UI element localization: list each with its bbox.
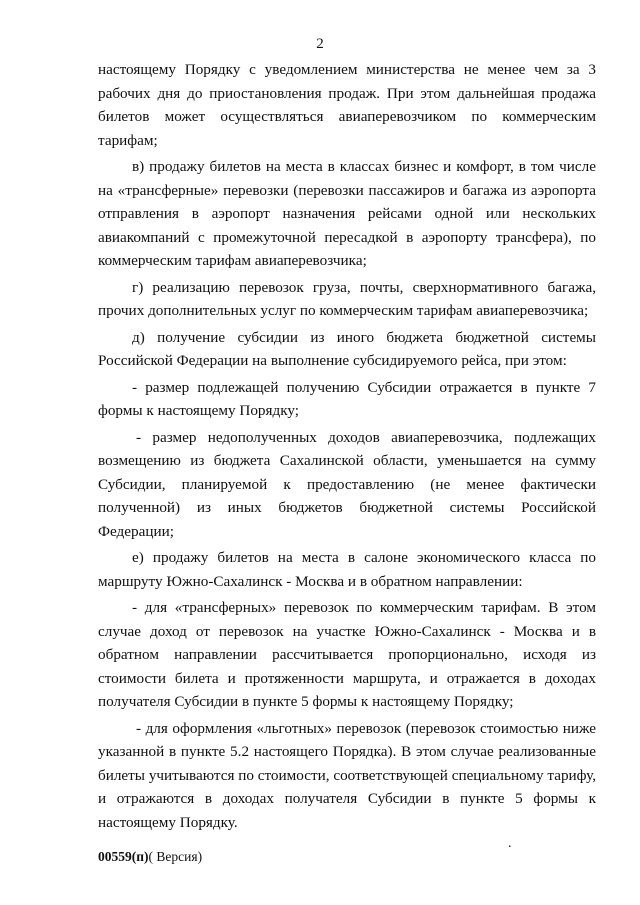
stray-mark: . bbox=[508, 836, 512, 851]
paragraph-item-g: г) реализацию перевозок груза, почты, сверхнормативного багажа, прочих дополнительных услуг по коммерческим тарифам авиаперевозчика; bbox=[98, 278, 596, 319]
paragraph-item-d: д) получение субсидии из иного бюджета бюджетной системы Российской Федерации на выполнение субсидируемого рейса, при этом: bbox=[98, 328, 596, 369]
paragraph-subitem-preferential: - для оформления «льготных» перевозок (перевозок стоимостью ниже указанной в пункте 5.2 настоящего Порядка). В этом случае реализованные билеты учитываются по стоимости, соответствующей специальному тарифу, и отражаются в доходах получателя Субсидии в пункте 5 формы к настоящему Порядку. bbox=[98, 719, 596, 831]
paragraph-subitem-transfer: - для «трансферных» перевозок по коммерческим тарифам. В этом случае доход от перевозок на участке Южно-Сахалинск - Москва и в обратном направлении рассчитывается пропорционально, исходя из стоимости билета и протяженности маршрута, и отражается в доходах получателя Субсидии в пункте 5 формы к настоящему Порядку; bbox=[98, 599, 596, 710]
paragraph-subitem-lost-income: - размер недополученных доходов авиаперевозчика, подлежащих возмещению из бюджета Сахалинской области, уменьшается на сумму Субсидии, планируемой к предоставлению (не менее фактически полученной) из иных бюджетов бюджетной системы Российской Федерации; bbox=[98, 428, 596, 540]
paragraph-continuation: настоящему Порядку с уведомлением министерства не менее чем за 3 рабочих дня до приостановления продаж. При этом дальнейшая продажа билетов может осуществляться авиаперевозчиком по коммерческим тарифам; bbox=[98, 61, 596, 149]
paragraph-item-v: в) продажу билетов на места в классах бизнес и комфорт, в том числе на «трансферные» перевозки (перевозки пассажиров и багажа из аэропорта отправления в аэропорт назначения рейсами одной или нескольких авиакомпаний с промежуточной пересадкой в аэропорту трансфера), по коммерческим тарифам авиаперевозчика; bbox=[98, 158, 596, 269]
document-version: ( Версия) bbox=[148, 849, 203, 864]
paragraph-subitem-subsidy-amount: - размер подлежащей получению Субсидии отражается в пункте 7 формы к настоящему Порядку; bbox=[98, 378, 596, 419]
document-footer bbox=[98, 849, 202, 865]
document-body bbox=[98, 58, 596, 837]
page-number: 2 bbox=[316, 36, 324, 52]
document-code: 00559(п) bbox=[98, 849, 149, 864]
paragraph-item-e: е) продажу билетов на места в салоне экономического класса по маршруту Южно-Сахалинск - Москва и в обратном направлении: bbox=[98, 549, 596, 590]
